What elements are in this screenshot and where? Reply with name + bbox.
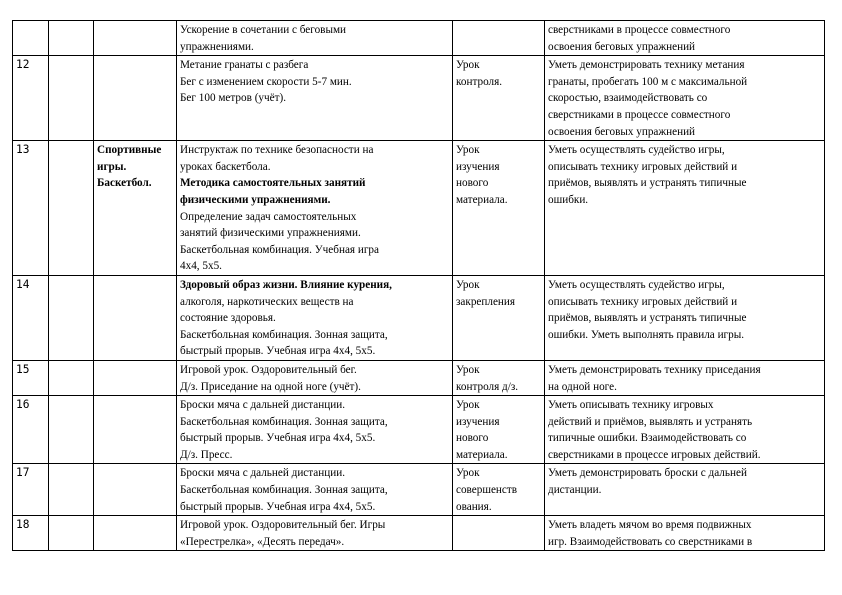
section-line: Баскетбол. <box>97 177 152 190</box>
topic-line: быстрый прорыв. Учебная игра 4х4, 5х5. <box>180 345 376 358</box>
lesson-type-line: закрепления <box>456 295 516 308</box>
outcome-line: сверстниками в процессе совместного <box>548 24 731 36</box>
table-body <box>13 21 825 551</box>
lesson-type-line: контроля д/з. <box>456 380 519 393</box>
topic-line: Инструктаж по технике безопасности на <box>180 144 374 157</box>
outcome-line: ошибки. <box>548 193 589 206</box>
topic-line: алкоголя, наркотических веществ на <box>180 295 354 308</box>
topic-line: занятий физическими упражнениями. <box>180 227 361 240</box>
topic-line: упражнениями. <box>180 40 254 53</box>
outcome-line: сверстниками в процессе игровых действий. <box>548 448 761 461</box>
outcome-line: действий и приёмов, выявлять и устранять <box>548 415 753 428</box>
topic-line: Здоровый образ жизни. Влияние курения, <box>180 278 392 291</box>
topic-line: 4х4, 5х5. <box>180 260 222 273</box>
table-row <box>13 516 825 551</box>
outcome-cell <box>545 21 825 56</box>
outcome-line: Уметь осуществлять судейство игры, <box>548 144 725 157</box>
date-cell <box>49 56 94 141</box>
outcome-line: скоростью, взаимодействовать со <box>548 92 708 105</box>
date-cell <box>49 141 94 276</box>
section-line: Спортивные <box>97 144 162 157</box>
topic-cell <box>177 21 453 56</box>
outcome-cell <box>545 464 825 516</box>
topic-line: Баскетбольная комбинация. Зонная защита, <box>180 328 388 341</box>
outcome-line: ошибки. Уметь выполнять правила игры. <box>548 328 745 341</box>
table-row <box>13 396 825 464</box>
outcome-line: гранаты, пробегать 100 м с максимальной <box>548 75 748 88</box>
lesson-type-line: ования. <box>456 500 492 513</box>
section-cell <box>94 360 177 395</box>
date-cell <box>49 516 94 551</box>
date-cell <box>49 21 94 56</box>
row-number: 15 <box>13 360 49 395</box>
outcome-line: освоения беговых упражнений <box>548 40 696 53</box>
section-cell <box>94 56 177 141</box>
outcome-cell <box>545 141 825 276</box>
lesson-type-line: Урок <box>456 278 480 291</box>
row-number: 12 <box>13 56 49 141</box>
outcome-cell <box>545 360 825 395</box>
lesson-type-line: Урок <box>456 399 480 412</box>
topic-line: Д/з. Пресс. <box>180 448 233 461</box>
lesson-type-line: совершенств <box>456 484 518 497</box>
row-number: 17 <box>13 464 49 516</box>
date-cell <box>49 275 94 360</box>
outcome-line: описывать технику игровых действий и <box>548 160 738 173</box>
outcome-line: типичные ошибки. Взаимодействовать со <box>548 432 747 445</box>
outcome-line: приёмов, выявлять и устранять типичные <box>548 177 747 190</box>
lesson-type-cell <box>453 360 545 395</box>
topic-line: Методика самостоятельных занятий <box>180 177 366 190</box>
lesson-type-line: материала. <box>456 193 508 206</box>
topic-line: Броски мяча с дальней дистанции. <box>180 467 346 480</box>
table-row <box>13 56 825 141</box>
outcome-line: Уметь демонстрировать технику приседания <box>548 363 761 376</box>
outcome-line: Уметь описывать технику игровых <box>548 399 714 412</box>
lesson-type-line: нового <box>456 432 489 445</box>
section-cell <box>94 516 177 551</box>
lesson-type-cell <box>453 516 545 551</box>
table-row <box>13 464 825 516</box>
table-row <box>13 141 825 276</box>
outcome-line: приёмов, выявлять и устранять типичные <box>548 312 747 325</box>
topic-line: Броски мяча с дальней дистанции. <box>180 399 346 412</box>
outcome-cell <box>545 396 825 464</box>
section-cell <box>94 464 177 516</box>
topic-line: Бег 100 метров (учёт). <box>180 92 287 105</box>
outcome-cell <box>545 56 825 141</box>
topic-line: Игровой урок. Оздоровительный бег. <box>180 363 357 376</box>
outcome-cell <box>545 275 825 360</box>
lesson-type-line: изучения <box>456 160 500 173</box>
outcome-line: описывать технику игровых действий и <box>548 295 738 308</box>
topic-cell <box>177 396 453 464</box>
topic-line: Баскетбольная комбинация. Зонная защита, <box>180 415 388 428</box>
topic-line: Метание гранаты с разбега <box>180 59 309 72</box>
lesson-type-line: контроля. <box>456 75 503 88</box>
lesson-type-line: Урок <box>456 59 480 72</box>
lesson-type-cell <box>453 396 545 464</box>
outcome-line: Уметь владеть мячом во время подвижных <box>548 519 752 532</box>
outcome-line: Уметь осуществлять судейство игры, <box>548 278 725 291</box>
outcome-line: игр. Взаимодействовать со сверстниками в <box>548 535 753 548</box>
outcome-cell <box>545 516 825 551</box>
topic-cell <box>177 275 453 360</box>
topic-cell <box>177 360 453 395</box>
topic-cell <box>177 464 453 516</box>
outcome-line: освоения беговых упражнений <box>548 125 696 138</box>
section-line: игры. <box>97 160 127 173</box>
row-number: 14 <box>13 275 49 360</box>
lesson-type-line: Урок <box>456 363 480 376</box>
lesson-type-cell <box>453 21 545 56</box>
row-number <box>13 21 49 56</box>
outcome-line: Уметь демонстрировать броски с дальней <box>548 467 747 480</box>
row-number: 18 <box>13 516 49 551</box>
date-cell <box>49 396 94 464</box>
section-cell <box>94 21 177 56</box>
outcome-line: Уметь демонстрировать технику метания <box>548 59 745 72</box>
lesson-type-cell <box>453 275 545 360</box>
lesson-type-line: нового <box>456 177 489 190</box>
topic-line: Баскетбольная комбинация. Зонная защита, <box>180 484 388 497</box>
date-cell <box>49 464 94 516</box>
topic-line: быстрый прорыв. Учебная игра 4х4, 5х5. <box>180 500 376 513</box>
section-cell <box>94 141 177 276</box>
table-row <box>13 275 825 360</box>
outcome-line: сверстниками в процессе совместного <box>548 108 731 121</box>
lesson-type-line: материала. <box>456 448 508 461</box>
topic-line: «Перестрелка», «Десять передач». <box>180 535 345 548</box>
topic-cell <box>177 141 453 276</box>
topic-line: Баскетбольная комбинация. Учебная игра <box>180 243 379 256</box>
lesson-type-line: Урок <box>456 467 480 480</box>
table-row <box>13 21 825 56</box>
row-number: 16 <box>13 396 49 464</box>
topic-line: уроках баскетбола. <box>180 160 271 173</box>
lesson-type-cell <box>453 464 545 516</box>
lesson-plan-table <box>12 20 825 551</box>
section-cell <box>94 275 177 360</box>
row-number: 13 <box>13 141 49 276</box>
table-row <box>13 360 825 395</box>
topic-line: Ускорение в сочетании с беговыми <box>180 24 347 36</box>
topic-line: Д/з. Приседание на одной ноге (учёт). <box>180 380 361 393</box>
topic-cell <box>177 516 453 551</box>
outcome-line: на одной ноге. <box>548 380 617 393</box>
lesson-type-line: Урок <box>456 144 480 157</box>
topic-line: быстрый прорыв. Учебная игра 4х4, 5х5. <box>180 432 376 445</box>
topic-line: Игровой урок. Оздоровительный бег. Игры <box>180 519 386 532</box>
topic-line: Определение задач самостоятельных <box>180 210 357 223</box>
lesson-type-line: изучения <box>456 415 500 428</box>
lesson-type-cell <box>453 141 545 276</box>
section-cell <box>94 396 177 464</box>
lesson-type-cell <box>453 56 545 141</box>
outcome-line: дистанции. <box>548 484 602 497</box>
date-cell <box>49 360 94 395</box>
topic-cell <box>177 56 453 141</box>
topic-line: состояние здоровья. <box>180 312 276 325</box>
topic-line: Бег с изменением скорости 5-7 мин. <box>180 75 352 88</box>
topic-line: физическими упражнениями. <box>180 193 331 206</box>
